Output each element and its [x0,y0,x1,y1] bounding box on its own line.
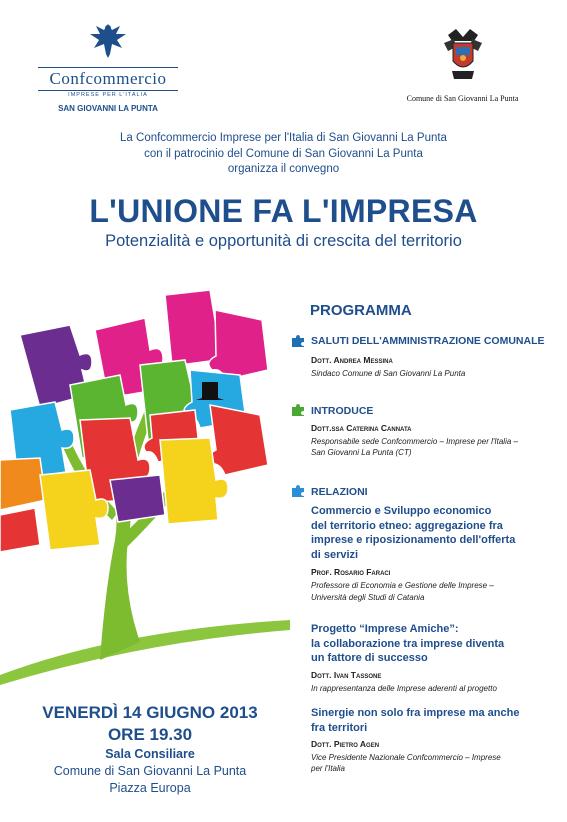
speaker-role: In rappresentanza delle Imprese aderenti al progetto [311,684,497,693]
talk-title [311,706,519,735]
speaker-name: Dott. Ivan Tassone [311,670,382,680]
talk-title-line: Sinergie non solo fra imprese ma anche [311,707,520,719]
speaker-name: Dott. Pietro Agen [311,739,380,749]
talk-title-line: un fattore di successo [311,652,428,664]
confcommercio-logo [38,20,178,113]
section-introduce [291,403,305,422]
brand-name: Confcommercio [38,67,178,91]
event-subtitle: Potenzialità e opportunità di crescita del territorio [105,232,462,250]
event-square: Piazza Europa [109,781,191,795]
section-saluti [291,334,305,353]
event-title: L'UNIONE FA L'IMPRESA [89,193,478,229]
puzzle-piece-icon [291,484,305,498]
intro-text [60,131,507,178]
event-venue: Sala Consiliare [105,747,195,761]
event-date: VENERDÌ 14 GIUGNO 2013 [42,703,258,722]
event-time: ORE 19.30 [107,725,193,744]
event-place: Comune di San Giovanni La Punta [53,764,247,778]
speaker-role: Università degli Studi di Catania [311,593,425,602]
brand-tagline: IMPRESE PER L'ITALIA [68,92,148,98]
talk-title-line: imprese e riposizionamento dell'offerta [311,534,516,546]
speaker-role: Vice Presidente Nazionale Confcommercio – Imprese [311,753,501,762]
section-heading-relazioni: RELAZIONI [311,486,368,498]
intro-line-3: organizza il convegno [227,163,340,175]
comune-logo [395,25,530,103]
talk-title-line: Progetto “Imprese Amiche”: [311,623,459,635]
puzzle-tree-illustration [0,290,290,685]
speaker-name: Dott.ssa Caterina Cannata [311,423,412,433]
puzzle-piece-icon [291,403,305,417]
talk-title-line: la collaborazione tra imprese diventa [311,637,505,650]
crest-icon [442,25,484,83]
speaker-role: San Giovanni La Punta (CT) [311,448,412,457]
speaker-role: per l'Italia [311,764,345,773]
talk-title [311,622,504,666]
talk-title-line: Commercio e Sviluppo economico [311,505,492,517]
intro-line-2: con il patrocinio del Comune di San Giovanni La Punta [144,147,423,160]
intro-line-1: La Confcommercio Imprese per l'Italia di San Giovanni La Punta [120,132,447,144]
section-heading-saluti: SALUTI DELL'AMMINISTRAZIONE COMUNALE [311,335,545,347]
talk-title-line: del territorio etneo: aggregazione fra [311,519,503,532]
talk-title-line: di servizi [311,548,359,561]
speaker-name: Prof. Rosario Faraci [311,567,391,577]
talk-title-line: fra territori [311,721,368,734]
section-heading-introduce: INTRODUCE [311,405,374,417]
speaker-role: Sindaco Comune di San Giovanni La Punta [311,369,466,378]
brand-place: SAN GIOVANNI LA PUNTA [58,104,158,113]
speaker-role: Responsabile sede Confcommercio – Imprese per l'Italia – [311,437,518,446]
section-relazioni [291,484,305,503]
comune-label: Comune di San Giovanni La Punta [406,94,519,103]
eagle-icon [86,20,130,60]
speaker-name: Dott. Andrea Messina [311,355,393,365]
puzzle-piece-icon [291,334,305,348]
speaker-role: Professore di Economia e Gestione delle Imprese – [311,581,494,590]
program-title: PROGRAMMA [310,302,412,319]
talk-title [311,504,515,562]
